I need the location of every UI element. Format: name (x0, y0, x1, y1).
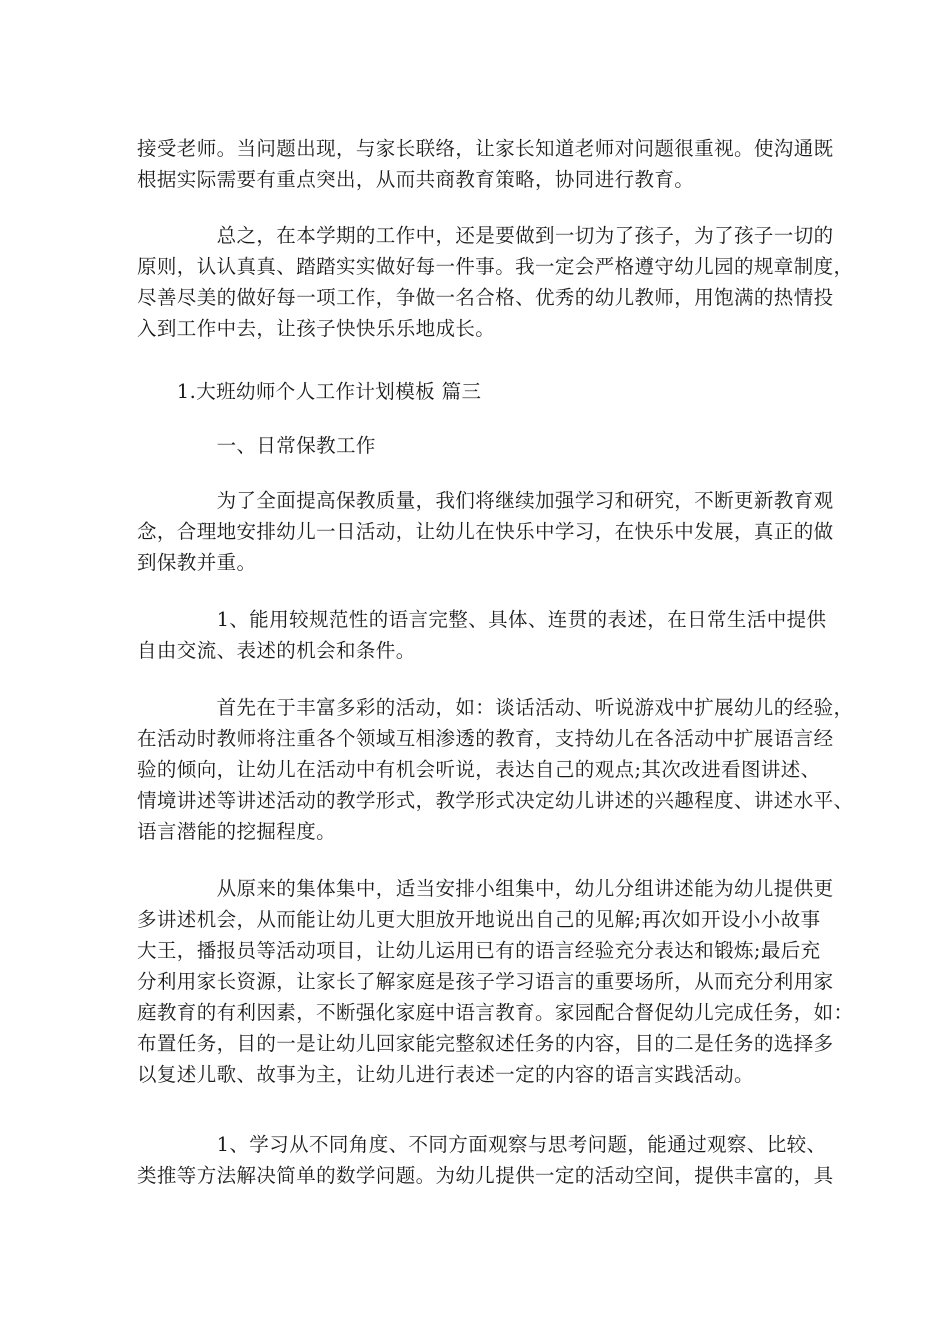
paragraph-4 (137, 604, 827, 666)
subsection-heading (137, 430, 827, 461)
paragraph-1 (137, 133, 834, 195)
text-line: 接受老师。当问题出现，与家长联络，让家长知道老师对问题很重视。使沟通既 (137, 137, 834, 160)
text-line: 尽善尽美的做好每一项工作，争做一名合格、优秀的幼儿教师，用饱满的热情投 (137, 286, 834, 309)
paragraph-7 (137, 1129, 834, 1191)
text-line: 情境讲述等讲述活动的教学形式，教学形式决定幼儿讲述的兴趣程度、讲述水平、 (137, 789, 854, 812)
paragraph-2 (137, 220, 854, 344)
paragraph-5 (137, 692, 854, 847)
text-line: 原则，认认真真、踏踏实实做好每一件事。我一定会严格遵守幼儿园的规章制度， (137, 255, 854, 278)
text-line: 为了全面提高保教质量，我们将继续加强学习和研究，不断更新教育观 (137, 489, 834, 512)
text-line: 大王，播报员等活动项目，让幼儿运用已有的语言经验充分表达和锻炼;最后充 (137, 939, 821, 962)
text-line: 念，合理地安排幼儿一日活动，让幼儿在快乐中学习，在快乐中发展，真正的做 (137, 520, 834, 543)
paragraph-6 (137, 873, 854, 1090)
text-line: 1、能用较规范性的语言完整、具体、连贯的表述，在日常生活中提供 (137, 608, 827, 631)
text-line: 从原来的集体集中，适当安排小组集中，幼儿分组讲述能为幼儿提供更 (137, 877, 834, 900)
text-line: 以复述儿歌、故事为主，让幼儿进行表述一定的内容的语言实践活动。 (137, 1063, 754, 1086)
text-line: 自由交流、表述的机会和条件。 (137, 639, 416, 662)
text-line: 总之，在本学期的工作中，还是要做到一切为了孩子，为了孩子一切的 (137, 224, 834, 247)
text-line: 类推等方法解决简单的数学问题。为幼儿提供一定的活动空间，提供丰富的，具 (137, 1164, 834, 1187)
text-line: 语言潜能的挖掘程度。 (137, 820, 337, 843)
section-heading (137, 376, 827, 407)
text-line: 分利用家长资源，让家长了解家庭是孩子学习语言的重要场所，从而充分利用家 (137, 970, 834, 993)
text-line: 多讲述机会，从而能让幼儿更大胆放开地说出自己的见解;再次如开设小小故事 (137, 908, 821, 931)
text-line: 入到工作中去，让孩子快快乐乐地成长。 (137, 317, 496, 340)
text-line: 1.大班幼师个人工作计划模板 篇三 (137, 380, 482, 403)
text-line: 首先在于丰富多彩的活动，如：谈话活动、听说游戏中扩展幼儿的经验， (137, 696, 854, 719)
text-line: 一、日常保教工作 (137, 434, 376, 457)
text-line: 根据实际需要有重点突出，从而共商教育策略，协同进行教育。 (137, 168, 695, 191)
text-line: 到保教并重。 (137, 551, 257, 574)
text-line: 验的倾向，让幼儿在活动中有机会听说，表达自己的观点;其次改进看图讲述、 (137, 758, 821, 781)
text-line: 庭教育的有利因素，不断强化家庭中语言教育。家园配合督促幼儿完成任务，如： (137, 1001, 854, 1024)
text-line: 布置任务，目的一是让幼儿回家能完整叙述任务的内容，目的二是任务的选择多 (137, 1032, 834, 1055)
text-line: 在活动时教师将注重各个领域互相渗透的教育，支持幼儿在各活动中扩展语言经 (137, 727, 834, 750)
text-line: 1、学习从不同角度、不同方面观察与思考问题，能通过观察、比较、 (137, 1133, 827, 1156)
paragraph-3 (137, 485, 834, 578)
